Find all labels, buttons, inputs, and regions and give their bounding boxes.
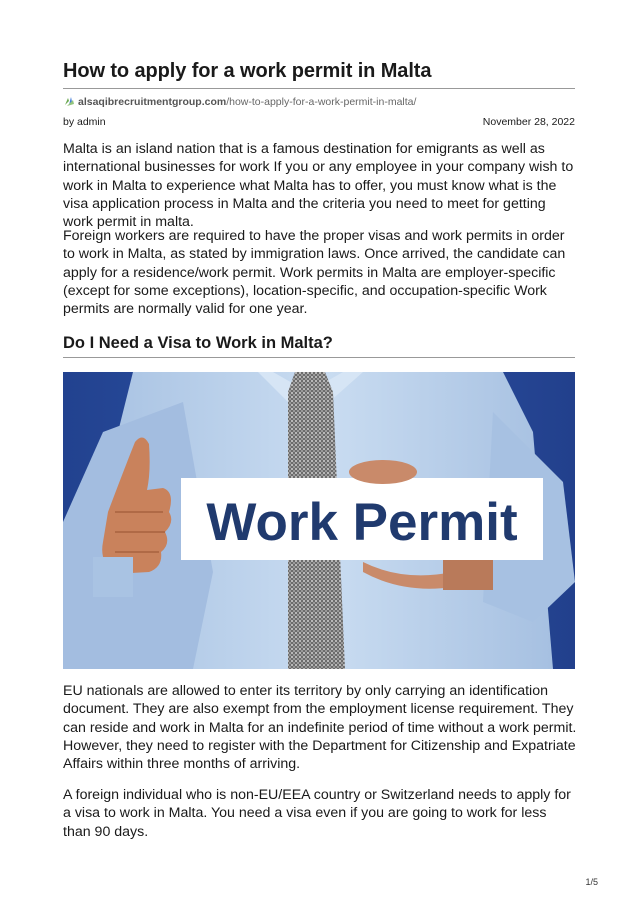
- article-meta: [63, 116, 575, 128]
- paragraph-2: Foreign workers are required to have the proper visas and work permits in order to work in Malta, as stated by immigration laws. Once arrived, the candidate can apply for a residence/work permit. Work permits in Malta are employer-specific (except for some exceptions), location-specific, and occupation-specific Work permits are normally valid for one year.: [63, 228, 566, 318]
- paragraph-4: A foreign individual who is non-EU/EEA country or Switzerland needs to apply for a visa to work in Malta. You need a visa even if you are going to work for less than 90 days.: [63, 787, 571, 840]
- section-heading: Do I Need a Visa to Work in Malta?: [63, 334, 333, 352]
- page-number: 1/5: [585, 877, 598, 887]
- source-path[interactable]: /how-to-apply-for-a-work-permit-in-malta/: [226, 96, 417, 108]
- sign-text: Work Permit: [206, 493, 518, 552]
- publish-date: November 28, 2022: [482, 116, 575, 128]
- source-url[interactable]: [63, 95, 416, 108]
- right-hand-fingers: [349, 460, 417, 484]
- paragraph-1: Malta is an island nation that is a famous destination for emigrants as well as international businesses for work If you or any employee in your company wish to work in Malta to experience what Malta has to offer, you must know what is the visa application process in Malta and the criteria you need to meet for getting work permit in malta.: [63, 141, 574, 231]
- source-domain[interactable]: alsaqibrecruitmentgroup.com: [78, 96, 227, 108]
- author: by admin: [63, 116, 106, 128]
- paragraph-3: EU nationals are allowed to enter its territory by only carrying an identification document. They are also exempt from the employment license requirement. They can reside and work in Malta for an indefinite period of time without a work permit. However, they need to register with the Department for Citizenship and Expatriate Affairs within three months of arriving.: [63, 683, 577, 773]
- title-divider: [63, 88, 575, 89]
- site-favicon-icon: [63, 95, 75, 107]
- heading-divider: [63, 357, 575, 358]
- work-permit-photo: [63, 372, 575, 669]
- article-title: How to apply for a work permit in Malta: [63, 60, 432, 82]
